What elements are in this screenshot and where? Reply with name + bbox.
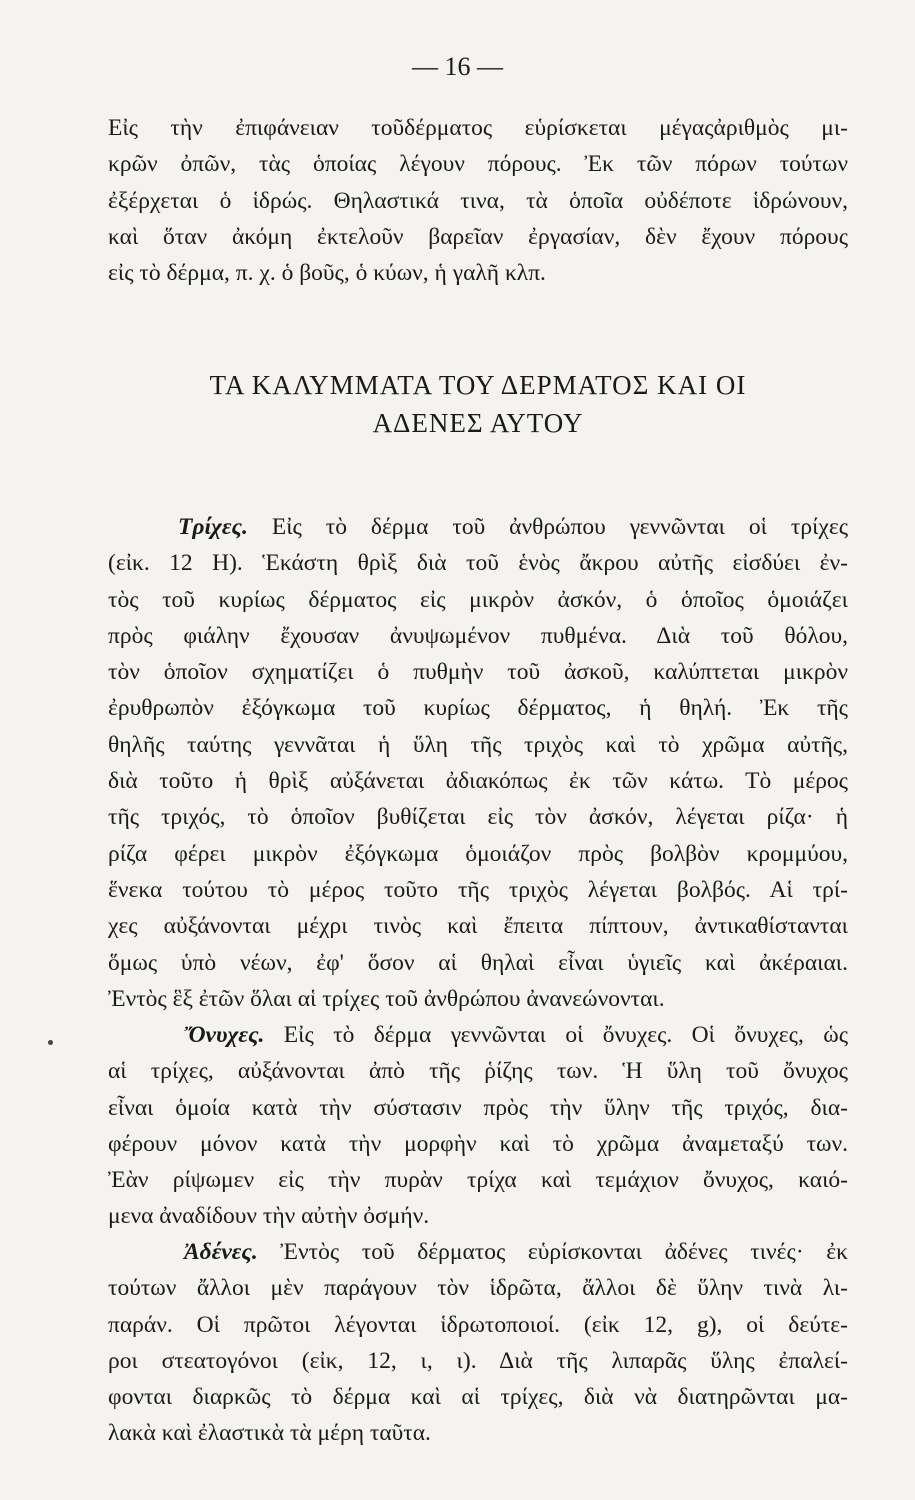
text-line: διὰ τοῦτο ἡ θρὶξ αὐξάνεται ἀδιακόπως ἐκ τῶν κάτω. Τὸ μέρος: [108, 768, 848, 795]
text-line: χες αὐξάνονται μέχρι τινὸς καὶ ἔπειτα πίπτουν, ἀντικαθίστανται: [108, 913, 848, 940]
page-number: — 16 —: [412, 52, 503, 81]
glands-section: [108, 1234, 848, 1452]
text-line: [108, 509, 848, 545]
text-line: ἐρυθρωπὸν ἐξόγκωμα τοῦ κυρίως δέρματος, ἡ θηλή. Ἐκ τῆς: [108, 695, 848, 722]
nails-section: [108, 1017, 848, 1235]
text-line: Ἐντὸς ἓξ ἐτῶν ὅλαι αἱ τρίχες τοῦ ἀνθρώπου ἀνανεώνονται.: [108, 985, 665, 1012]
text-line: ροι στεατογόνοι (εἰκ, 12, ι, ι). Διὰ τῆς λιπαρᾶς ὕλης ἐπαλεί-: [108, 1347, 848, 1374]
heading-line-1: ΤΑ ΚΑΛΥΜΜΑΤΑ ΤΟΥ ΔΕΡΜΑΤΟΣ ΚΑΙ ΟΙ: [209, 370, 747, 400]
text-line: λακὰ καὶ ἐλαστικὰ τὰ μέρη ταῦτα.: [108, 1420, 431, 1447]
section-heading: [108, 366, 848, 442]
text-line: [108, 1234, 848, 1270]
text-line: ἕνεκα τούτου τὸ μέρος τοῦτο τῆς τριχὸς λέγεται βολβός. Αἱ τρί-: [108, 876, 848, 903]
text-line: τὸς τοῦ κυρίως δέρματος εἰς μικρὸν ἀσκόν, ὁ ὁποῖος ὁμοιάζει: [108, 586, 848, 613]
text-line: [108, 1017, 848, 1053]
text-line: Ἐὰν ρίψωμεν εἰς τὴν πυρὰν τρίχα καὶ τεμάχιον ὄνυχος, καιό-: [108, 1167, 848, 1194]
term-nails: Ὄνυχες.: [184, 1022, 265, 1048]
text-line: φέρουν μόνον κατὰ τὴν μορφὴν καὶ τὸ χρῶμα ἀναμεταξύ των.: [108, 1130, 848, 1157]
text-line: μενα ἀναδίδουν τὴν αὐτὴν ὀσμήν.: [108, 1203, 430, 1230]
text-fragment: Εἰς τὸ δέρμα τοῦ ἀνθρώπου γεννῶνται οἱ τρίχες: [247, 514, 848, 540]
text-line: ἐξέρχεται ὁ ἱδρώς. Θηλαστικά τινα, τὰ ὁποῖα οὐδέποτε ἱδρώνουν,: [108, 187, 848, 214]
margin-dot: [48, 1040, 53, 1045]
text-line: ρίζα φέρει μικρὸν ἐξόγκωμα ὁμοιάζον πρὸς βολβὸν κρομμύου,: [108, 840, 848, 867]
heading-line-2: ΑΔΕΝΕΣ ΑΥΤΟΥ: [372, 408, 584, 438]
text-line: αἱ τρίχες, αὐξάνονται ἀπὸ τῆς ῥίζης των. Ἡ ὕλη τοῦ ὄνυχος: [108, 1058, 848, 1085]
text-line: Εἰς τὴν ἐπιφάνειαν τοῦδέρματος εὑρίσκεται μέγαςἀριθμὸς μι-: [108, 115, 848, 141]
text-fragment: Εἰς τὸ δέρμα γεννῶνται οἱ ὄνυχες. Οἱ ὄνυχες, ὡς: [264, 1022, 848, 1048]
term-hair: Τρίχες.: [178, 514, 248, 540]
text-line: πρὸς φιάλην ἔχουσαν ἀνυψωμένον πυθμένα. Διὰ τοῦ θόλου,: [108, 622, 848, 649]
text-line: ὅμως ὑπὸ νέων, ἐφ' ὅσον αἱ θηλαὶ εἶναι ὑγιεῖς καὶ ἀκέραιαι.: [108, 949, 848, 976]
text-line: τὸν ὁποῖον σχηματίζει ὁ πυθμὴν τοῦ ἀσκοῦ, καλύπτεται μικρὸν: [108, 659, 848, 686]
text-line: εἶναι ὁμοία κατὰ τὴν σύστασιν πρὸς τὴν ὕλην τῆς τριχός, δια-: [108, 1094, 848, 1121]
text-line: καὶ ὅταν ἀκόμη ἐκτελοῦν βαρεῖαν ἐργασίαν, δὲν ἔχουν πόρους: [108, 223, 848, 250]
text-line: τῆς τριχός, τὸ ὁποῖον βυθίζεται εἰς τὸν ἀσκόν, λέγεται ρίζα· ἡ: [108, 804, 848, 831]
text-line: φονται διαρκῶς τὸ δέρμα καὶ αἱ τρίχες, διὰ νὰ διατηρῶνται μα-: [108, 1384, 848, 1411]
hair-section: [108, 509, 848, 1017]
intro-paragraph: [108, 110, 848, 291]
text-line: θηλῆς ταύτης γεννᾶται ἡ ὕλη τῆς τριχὸς καὶ τὸ χρῶμα αὐτῆς,: [108, 731, 848, 758]
text-fragment: Ἐντὸς τοῦ δέρματος εὑρίσκονται ἀδένες τινές· ἐκ: [257, 1239, 848, 1265]
text-line: κρῶν ὀπῶν, τὰς ὁποίας λέγουν πόρους. Ἐκ τῶν πόρων τούτων: [108, 151, 848, 178]
term-glands: Ἀδένες.: [184, 1239, 258, 1265]
text-line: (εἰκ. 12 Η). Ἑκάστη θρὶξ διὰ τοῦ ἑνὸς ἄκρου αὐτῆς εἰσδύει ἐν-: [108, 550, 848, 577]
text-line: τούτων ἄλλοι μὲν παράγουν τὸν ἱδρῶτα, ἄλλοι δὲ ὕλην τινὰ λι-: [108, 1275, 848, 1302]
text-line: εἰς τὸ δέρμα, π. χ. ὁ βοῦς, ὁ κύων, ἡ γαλῆ κλπ.: [108, 260, 546, 287]
text-line: παράν. Οἱ πρῶτοι λέγονται ἱδρωτοποιοί. (εἰκ 12, g), οἱ δεύτε-: [108, 1311, 848, 1338]
